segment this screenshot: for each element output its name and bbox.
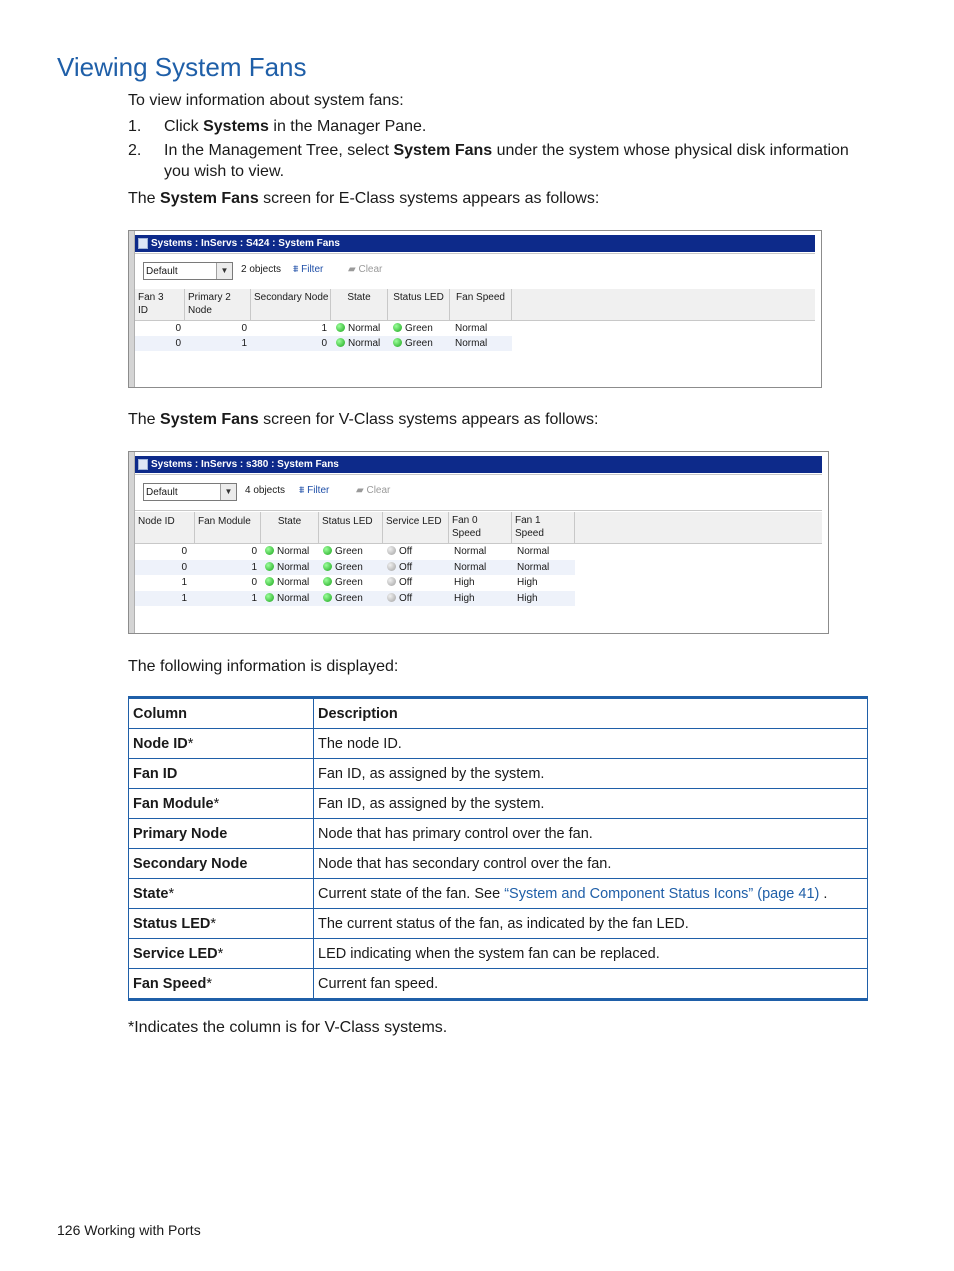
cell-service-led: Off bbox=[387, 560, 412, 575]
cell-node-id: 1 bbox=[181, 577, 187, 588]
clear-button[interactable] bbox=[348, 264, 382, 275]
column-name-cell: Secondary Node bbox=[129, 849, 314, 879]
column-name-cell: Fan Speed* bbox=[129, 969, 314, 1000]
led-green-icon bbox=[393, 323, 402, 332]
header-column: Column bbox=[129, 698, 314, 729]
cell-state: Normal bbox=[336, 336, 380, 351]
eraser-icon: ▰ bbox=[356, 485, 364, 496]
description-cell: Fan ID, as assigned by the system. bbox=[314, 789, 868, 819]
table-row[interactable] bbox=[135, 560, 575, 575]
cell-fan0-speed: High bbox=[454, 592, 475, 604]
step-text: Click Systems in the Manager Pane. bbox=[164, 118, 427, 135]
window-title: Systems : InServs : S424 : System Fans bbox=[151, 238, 340, 249]
led-green-icon bbox=[393, 338, 402, 347]
filter-button[interactable] bbox=[299, 485, 329, 496]
col-node-id[interactable]: Node ID bbox=[135, 512, 195, 543]
cell-state: Normal bbox=[265, 544, 309, 559]
cell-status-led: Green bbox=[323, 591, 363, 606]
eclass-screenshot bbox=[128, 230, 822, 388]
col-fan-module[interactable]: Fan Module bbox=[195, 512, 261, 543]
cell-service-led: Off bbox=[387, 544, 412, 559]
step-2-continued: you wish to view. bbox=[164, 163, 285, 180]
cell-fan-id: 0 bbox=[175, 338, 181, 349]
status-green-icon bbox=[265, 546, 274, 555]
col-service-led[interactable]: Service LED bbox=[383, 512, 449, 543]
cell-status-led: Green bbox=[323, 560, 363, 575]
table-row[interactable] bbox=[135, 336, 512, 351]
cell-node-id: 1 bbox=[181, 592, 187, 604]
following-text: The following information is displayed: bbox=[128, 658, 399, 675]
cell-service-led: Off bbox=[387, 591, 412, 606]
cell-fan1-speed: Normal bbox=[517, 546, 550, 557]
column-name-cell: Fan ID bbox=[129, 759, 314, 789]
cell-status-led: Green bbox=[323, 544, 363, 559]
clear-label: Clear bbox=[358, 264, 383, 275]
view-select[interactable] bbox=[143, 483, 237, 501]
column-name-cell: Service LED* bbox=[129, 939, 314, 969]
description-cell: Node that has primary control over the fan. bbox=[314, 819, 868, 849]
eraser-icon: ▰ bbox=[348, 264, 356, 275]
cell-state: Normal bbox=[265, 575, 309, 590]
led-green-icon bbox=[323, 577, 332, 586]
filter-button[interactable] bbox=[293, 264, 323, 275]
chevron-down-icon[interactable]: ▼ bbox=[220, 484, 236, 500]
status-green-icon bbox=[265, 577, 274, 586]
cell-fan1-speed: High bbox=[517, 577, 538, 588]
status-icons-link[interactable]: “System and Component Status Icons” (page 41) bbox=[504, 885, 820, 902]
grid-icon bbox=[138, 238, 148, 249]
led-green-icon bbox=[323, 593, 332, 602]
table-row bbox=[129, 849, 868, 879]
cell-fan-speed: Normal bbox=[455, 338, 488, 349]
cell-state: Normal bbox=[265, 560, 309, 575]
header-description: Description bbox=[314, 698, 868, 729]
col-state[interactable]: State bbox=[261, 512, 319, 543]
filter-icon: ⩩ bbox=[293, 264, 299, 275]
grid-header bbox=[135, 512, 822, 544]
col-fan0-speed[interactable]: Fan 0 Speed bbox=[449, 512, 512, 543]
filter-label: Filter bbox=[301, 264, 324, 275]
table-header-row bbox=[129, 698, 868, 729]
cell-secondary-node: 1 bbox=[321, 323, 327, 334]
object-count: 2 objects bbox=[241, 264, 282, 275]
column-name-cell: Primary Node bbox=[129, 819, 314, 849]
cell-fan1-speed: High bbox=[517, 592, 538, 604]
column-name-cell: Fan Module* bbox=[129, 789, 314, 819]
cell-status-led: Green bbox=[393, 336, 433, 351]
table-row bbox=[129, 819, 868, 849]
col-status-led[interactable]: Status LED bbox=[319, 512, 383, 543]
cell-fan-module: 1 bbox=[251, 561, 257, 573]
grid-icon bbox=[138, 459, 148, 470]
column-name-cell: Node ID* bbox=[129, 729, 314, 759]
cell-fan-module: 1 bbox=[251, 592, 257, 604]
view-select-value: Default bbox=[146, 266, 178, 277]
toolbar bbox=[135, 474, 822, 511]
table-row[interactable] bbox=[135, 591, 575, 606]
status-green-icon bbox=[265, 562, 274, 571]
cell-fan0-speed: High bbox=[454, 577, 475, 588]
cell-state: Normal bbox=[265, 591, 309, 606]
footnote: *Indicates the column is for V-Class systems. bbox=[128, 1019, 448, 1036]
cell-fan1-speed: Normal bbox=[517, 561, 550, 573]
window-titlebar bbox=[135, 235, 815, 252]
filter-label: Filter bbox=[307, 485, 330, 496]
column-description-table bbox=[128, 696, 868, 1001]
view-select-value: Default bbox=[146, 487, 178, 498]
cell-secondary-node: 0 bbox=[321, 338, 327, 349]
table-row bbox=[129, 729, 868, 759]
window-titlebar bbox=[135, 456, 822, 473]
led-off-icon bbox=[387, 577, 396, 586]
step-text: In the Management Tree, select System Fans under the system whose physical disk information bbox=[164, 142, 849, 159]
description-cell: Current state of the fan. See “System and Component Status Icons” (page 41) . bbox=[314, 879, 868, 909]
description-cell: Fan ID, as assigned by the system. bbox=[314, 759, 868, 789]
cell-fan-id: 0 bbox=[175, 323, 181, 334]
chevron-down-icon[interactable]: ▼ bbox=[216, 263, 232, 279]
table-row[interactable] bbox=[135, 575, 575, 590]
cell-node-id: 0 bbox=[181, 561, 187, 573]
col-fan-speed[interactable]: Fan Speed bbox=[450, 289, 512, 320]
cell-fan0-speed: Normal bbox=[454, 561, 487, 573]
table-row bbox=[129, 879, 868, 909]
col-fan-id[interactable]: Fan 3 ID bbox=[135, 289, 185, 320]
cell-state: Normal bbox=[336, 321, 380, 336]
col-secondary-node[interactable]: Secondary Node bbox=[251, 289, 331, 320]
description-cell: LED indicating when the system fan can be replaced. bbox=[314, 939, 868, 969]
intro-text: To view information about system fans: bbox=[128, 92, 404, 109]
window-title: Systems : InServs : s380 : System Fans bbox=[151, 459, 339, 470]
cell-status-led: Green bbox=[393, 321, 433, 336]
status-green-icon bbox=[265, 593, 274, 602]
cell-primary-node: 1 bbox=[241, 338, 247, 349]
table-row[interactable] bbox=[135, 544, 575, 559]
grid-header bbox=[135, 289, 815, 321]
toolbar bbox=[135, 253, 815, 290]
object-count: 4 objects bbox=[245, 485, 286, 496]
clear-label: Clear bbox=[366, 485, 391, 496]
led-off-icon bbox=[387, 546, 396, 555]
status-green-icon bbox=[336, 323, 345, 332]
cell-fan-module: 0 bbox=[251, 577, 257, 588]
table-row bbox=[129, 759, 868, 789]
table-row bbox=[129, 909, 868, 939]
table-row bbox=[129, 969, 868, 1000]
column-name-cell: State* bbox=[129, 879, 314, 909]
col-primary-node[interactable]: Primary 2 Node bbox=[185, 289, 251, 320]
step-number: 1. bbox=[128, 118, 142, 135]
cell-fan-speed: Normal bbox=[455, 323, 488, 334]
clear-button[interactable] bbox=[356, 485, 390, 496]
vclass-caption: The System Fans screen for V-Class systems appears as follows: bbox=[128, 411, 599, 428]
eclass-caption: The System Fans screen for E-Class systems appears as follows: bbox=[128, 190, 600, 207]
cell-service-led: Off bbox=[387, 575, 412, 590]
cell-node-id: 0 bbox=[181, 546, 187, 557]
page-footer: 126 Working with Ports bbox=[57, 1222, 201, 1238]
col-fan1-speed[interactable]: Fan 1 Speed bbox=[512, 512, 575, 543]
table-row bbox=[129, 939, 868, 969]
filter-icon: ⩩ bbox=[299, 485, 305, 496]
status-green-icon bbox=[336, 338, 345, 347]
cell-fan0-speed: Normal bbox=[454, 546, 487, 557]
cell-primary-node: 0 bbox=[241, 323, 247, 334]
vclass-screenshot bbox=[128, 451, 829, 634]
page-title: Viewing System Fans bbox=[57, 52, 307, 82]
description-cell: Current fan speed. bbox=[314, 969, 868, 1000]
description-cell: Node that has secondary control over the fan. bbox=[314, 849, 868, 879]
led-off-icon bbox=[387, 562, 396, 571]
cell-status-led: Green bbox=[323, 575, 363, 590]
table-row bbox=[129, 789, 868, 819]
led-green-icon bbox=[323, 546, 332, 555]
column-name-cell: Status LED* bbox=[129, 909, 314, 939]
cell-fan-module: 0 bbox=[251, 546, 257, 557]
col-state[interactable]: State bbox=[331, 289, 388, 320]
col-status-led[interactable]: Status LED bbox=[388, 289, 450, 320]
view-select[interactable] bbox=[143, 262, 233, 280]
description-cell: The current status of the fan, as indicated by the fan LED. bbox=[314, 909, 868, 939]
description-cell: The node ID. bbox=[314, 729, 868, 759]
led-green-icon bbox=[323, 562, 332, 571]
step-number: 2. bbox=[128, 142, 142, 159]
led-off-icon bbox=[387, 593, 396, 602]
table-row[interactable] bbox=[135, 321, 512, 336]
